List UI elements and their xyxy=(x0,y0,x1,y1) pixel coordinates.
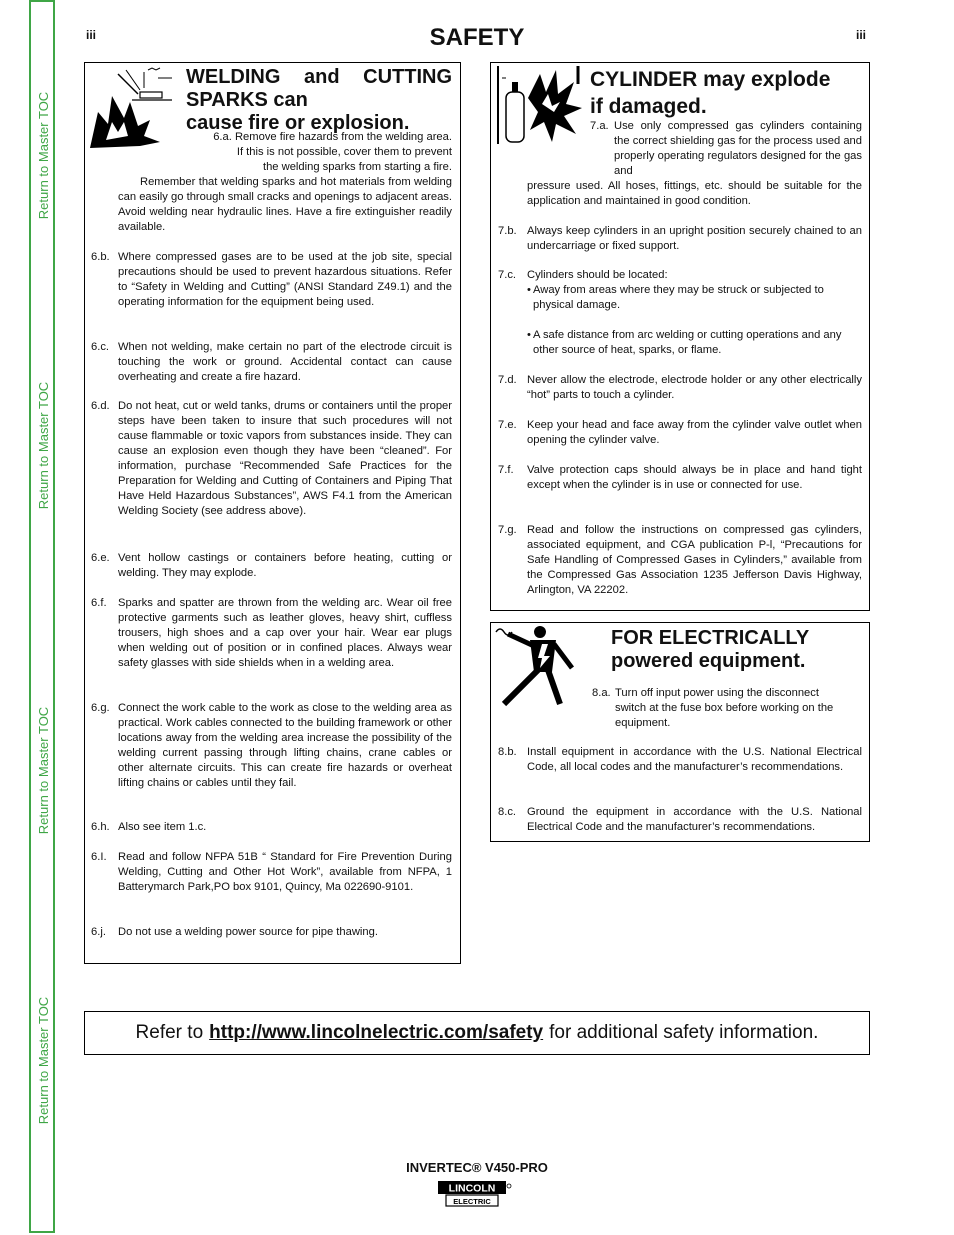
cylinder-heading-line1: CYLINDER may explode xyxy=(590,68,831,91)
svg-text:ELECTRIC: ELECTRIC xyxy=(453,1197,491,1206)
welding-heading-line1: WELDING and CUTTING xyxy=(186,66,452,88)
svg-text:LINCOLN: LINCOLN xyxy=(448,1182,496,1195)
return-to-master-toc-link-3[interactable]: Return to Master TOC xyxy=(36,706,52,834)
cylinder-heading-line2: if damaged. xyxy=(590,95,707,118)
safety-url-link[interactable]: http://www.lincolnelectric.com/safety xyxy=(209,1022,544,1043)
refer-prefix: Refer to xyxy=(135,1022,204,1043)
return-to-master-toc-link-1[interactable]: Return to Master TOC xyxy=(36,91,52,219)
return-to-master-toc-link-2[interactable]: Return to Master TOC xyxy=(36,381,52,509)
page-title: SAFETY xyxy=(429,24,525,51)
welding-heading-line2: SPARKS can xyxy=(186,89,308,111)
page-number-right: iii xyxy=(856,28,867,42)
electrical-heading-line1: FOR ELECTRICALLY xyxy=(611,627,810,649)
item-6a-line2: If this is not possible, cover them to prevent xyxy=(236,146,452,158)
item-6a-continued: Remember that welding sparks and hot materials from welding can easily go through small cracks and openings to adjacent areas. Avoid welding near hydraulic lines. Have a fire extinguisher readily available. xyxy=(118,176,452,233)
item-7a-continued: pressure used. All hoses, fittings, etc. should be suitable for the application and maintained in good condition. xyxy=(527,180,862,207)
page-number-left: iii xyxy=(86,28,97,42)
product-model: INVERTEC® V450-PRO xyxy=(406,1160,548,1175)
item-6a-line3: the welding sparks from starting a fire. xyxy=(262,161,452,173)
electric-shock-icon xyxy=(494,624,598,708)
explosion-warning-icon xyxy=(88,66,178,150)
electrical-heading-line2: powered equipment. xyxy=(611,650,806,672)
welding-heading-line3: cause fire or explosion. xyxy=(186,112,410,134)
safety-info-banner xyxy=(84,1011,870,1055)
return-to-master-toc-link-4[interactable]: Return to Master TOC xyxy=(36,996,52,1124)
refer-suffix: for additional safety information. xyxy=(549,1022,819,1043)
cylinder-explosion-icon xyxy=(494,64,586,146)
item-6a-line1: 6.a. Remove fire hazards from the welding area. xyxy=(213,131,452,143)
lincoln-electric-logo xyxy=(438,1180,512,1208)
